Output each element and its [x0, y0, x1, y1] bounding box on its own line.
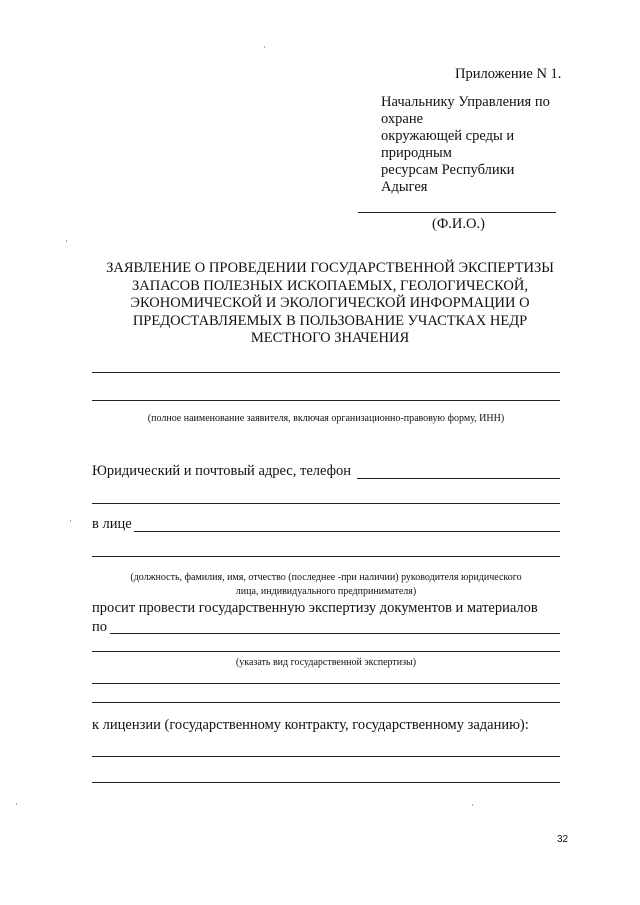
page-number: 32 — [557, 834, 569, 845]
expertise-type-field[interactable] — [110, 633, 560, 634]
applicant-name-line-2[interactable] — [92, 400, 560, 401]
scan-speck — [70, 520, 71, 522]
addressee-signature-line[interactable] — [358, 212, 556, 213]
person-caption: (должность, фамилия, имя, отчество (последнее -при наличии) руководителя юридического — [130, 572, 522, 583]
scan-speck — [66, 240, 67, 242]
person-label: в лице — [92, 516, 132, 532]
addressee-line: охране — [381, 111, 424, 127]
title-line: ЗАПАСОВ ПОЛЕЗНЫХ ИСКОПАЕМЫХ, ГЕОЛОГИЧЕСКОЙ, — [132, 277, 528, 294]
expertise-type-field-line-2[interactable] — [92, 651, 560, 652]
addressee-block — [381, 94, 581, 196]
address-field-line-2[interactable] — [92, 503, 560, 504]
license-label: к лицензии (государственному контракту, государственному заданию): — [92, 717, 529, 733]
addressee-line: ресурсам Республики — [381, 162, 515, 178]
document-title — [80, 260, 580, 348]
person-field[interactable] — [134, 531, 560, 532]
address-label: Юридический и почтовый адрес, телефон — [92, 463, 352, 479]
address-field[interactable] — [357, 478, 560, 479]
fio-caption: (Ф.И.О.) — [432, 216, 485, 232]
title-line: ПРЕДОСТАВЛЯЕМЫХ В ПОЛЬЗОВАНИЕ УЧАСТКАХ НЕДР — [132, 312, 528, 329]
po-label: по — [92, 619, 108, 635]
expertise-extra-line-1[interactable] — [92, 683, 560, 684]
license-field-line-2[interactable] — [92, 782, 560, 783]
person-field-line-2[interactable] — [92, 556, 560, 557]
title-line: МЕСТНОГО ЗНАЧЕНИЯ — [250, 330, 410, 346]
addressee-line: Адыгея — [381, 179, 428, 195]
scan-speck — [472, 804, 473, 806]
license-field-line-1[interactable] — [92, 756, 560, 757]
addressee-line: окружающей среды и — [381, 128, 515, 144]
applicant-caption: (полное наименование заявителя, включая организационно-правовую форму, ИНН) — [147, 413, 505, 424]
applicant-name-line-1[interactable] — [92, 372, 560, 373]
title-line: ЗАЯВЛЕНИЕ О ПРОВЕДЕНИИ ГОСУДАРСТВЕННОЙ ЭКСПЕРТИЗЫ — [106, 260, 554, 276]
request-text: просит провести государственную экспертизу документов и материалов — [92, 600, 538, 616]
addressee-line: природным — [381, 145, 452, 161]
person-caption-2: лица, индивидуального предпринимателя) — [235, 586, 417, 597]
title-line: ЭКОНОМИЧЕСКОЙ И ЭКОЛОГИЧЕСКОЙ ИНФОРМАЦИИ О — [130, 295, 530, 311]
addressee-line: Начальнику Управления по — [381, 94, 550, 110]
scan-speck — [16, 803, 17, 805]
scan-speck — [264, 46, 265, 48]
appendix-label: Приложение N 1. — [455, 66, 562, 82]
expertise-extra-line-2[interactable] — [92, 702, 560, 703]
expertise-caption: (указать вид государственной экспертизы) — [235, 657, 417, 668]
